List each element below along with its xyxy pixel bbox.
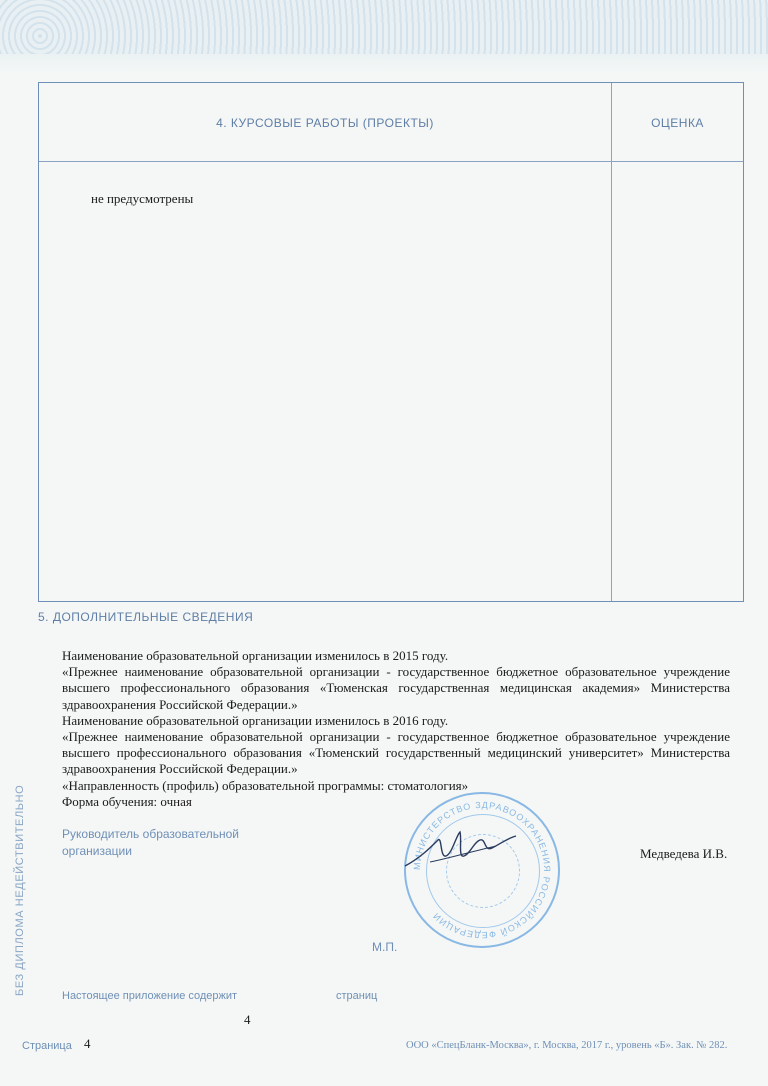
courseworks-content: не предусмотрены <box>91 191 194 206</box>
contains-label: Настоящее приложение содержит <box>62 990 238 1002</box>
additional-info-text <box>62 648 730 810</box>
pages-label: страниц <box>336 990 378 1002</box>
printer-imprint: ООО «СпецБланк-Москва», г. Москва, 2017 г., уровень «Б». Зак. № 282. <box>406 1040 728 1051</box>
handwritten-signature <box>400 818 520 878</box>
info-line: Форма обучения: очная <box>62 793 192 809</box>
validity-side-text: БЕЗ ДИПЛОМА НЕДЕЙСТВИТЕЛЬНО <box>14 784 26 996</box>
info-line: «Прежнее наименование образовательной организации - государственное бюджетное образовательное учреждение высшего профессионального образования «Тюменский государственный медицинский университет» Министерства здравоохранения Российской Федерации.» <box>62 729 730 777</box>
grade-column-title: ОЦЕНКА <box>651 116 704 130</box>
column-divider <box>611 83 612 601</box>
stamp-place-label: М.П. <box>372 940 398 954</box>
stamp-text: МИНИСТЕРСТВО ЗДРАВООХРАНЕНИЯ РОССИЙСКОЙ ФЕДЕРАЦИИ <box>411 799 553 941</box>
head-name: Медведева И.В. <box>640 846 728 861</box>
additional-info-title: 5. ДОПОЛНИТЕЛЬНЫЕ СВЕДЕНИЯ <box>38 610 254 624</box>
info-line: «Прежнее наименование образовательной организации - государственное бюджетное образовательное учреждение высшего профессионального образования «Тюменская государственная медицинская академия» Министерства здравоохранения Российской Федерации.» <box>62 664 730 712</box>
pages-count: 4 <box>244 1012 251 1027</box>
head-label-line: Руководитель образовательной <box>62 827 239 841</box>
footer-page-number: 4 <box>84 1036 91 1051</box>
courseworks-table <box>38 82 744 602</box>
info-line: Наименование образовательной организации изменилось в 2015 году. <box>62 648 449 663</box>
security-pattern-band <box>0 0 768 72</box>
courseworks-column-title: 4. КУРСОВЫЕ РАБОТЫ (ПРОЕКТЫ) <box>216 116 434 130</box>
info-line: Наименование образовательной организации изменилось в 2016 году. <box>62 712 449 728</box>
footer-page-label: Страница <box>22 1040 72 1052</box>
head-label-line: организации <box>62 844 132 858</box>
info-line: «Направленность (профиль) образовательной программы: стоматология» <box>62 777 469 793</box>
head-of-organization-label <box>62 826 252 860</box>
